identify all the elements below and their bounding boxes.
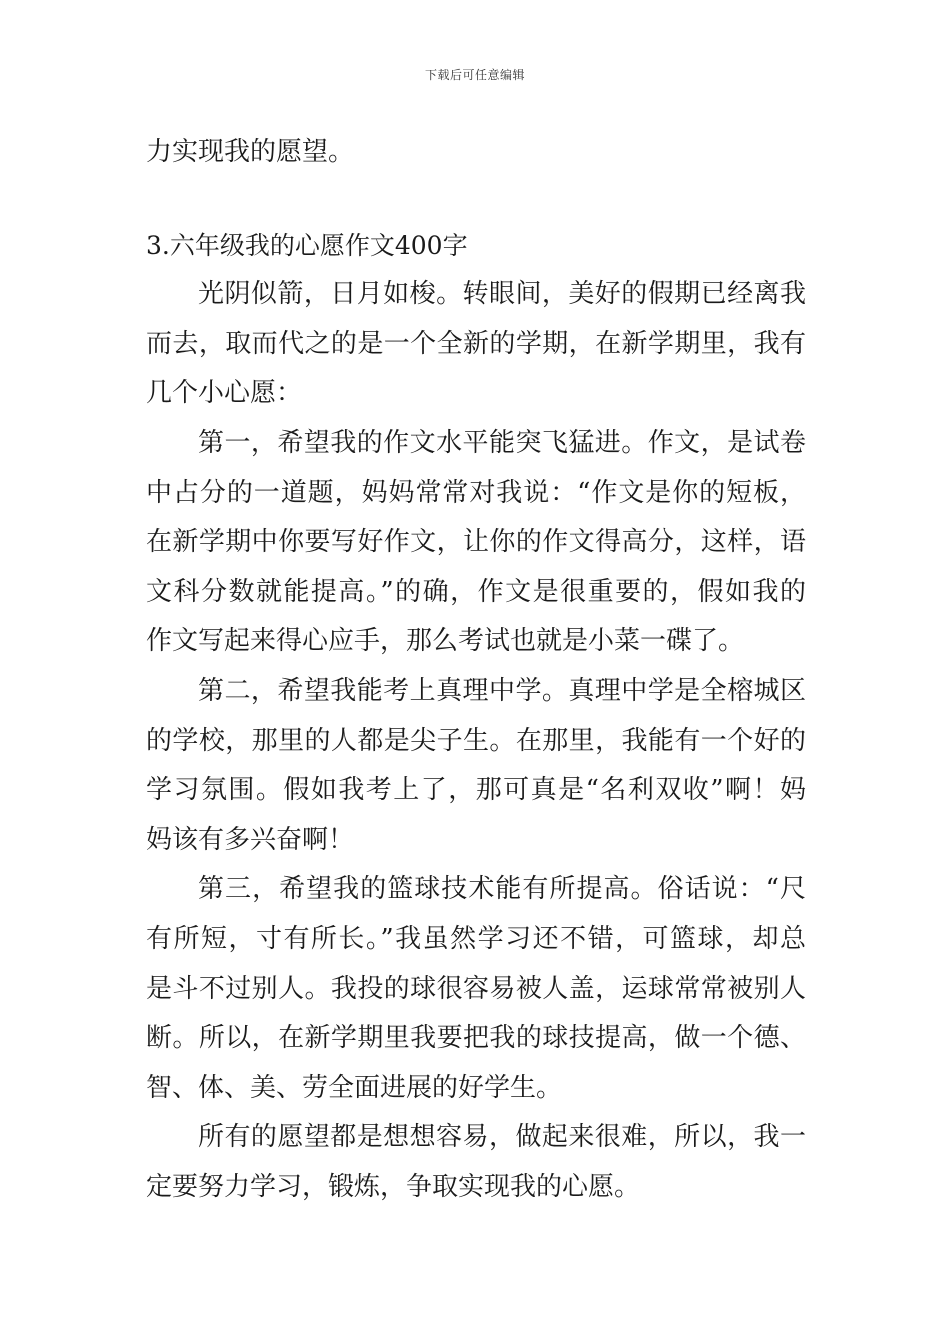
paragraph-line: 第三，希望我的篮球技术能有所提高。俗话说：“尺 (198, 874, 806, 905)
paragraph-line: 所有的愿望都是想想容易，做起来很难，所以，我一 (198, 1122, 806, 1153)
paragraph-line: 定要努力学习，锻炼，争取实现我的心愿。 (146, 1171, 641, 1202)
intro-line: 力实现我的愿望。 (146, 137, 355, 167)
page-header: 下载后可任意编辑 (424, 68, 525, 82)
paragraph-line: 而去，取而代之的是一个全新的学期，在新学期里，我有 (146, 328, 806, 359)
paragraph-line: 是斗不过别人。我投的球很容易被人盖，运球常常被别人 (146, 973, 806, 1004)
paragraph-1 (146, 270, 806, 419)
paragraph-line: 光阴似箭，日月如梭。转眼间，美好的假期已经离我 (198, 279, 806, 310)
paragraph-line: 有所短，寸有所长。”我虽然学习还不错，可篮球，却总 (146, 923, 806, 954)
paragraph-2 (146, 419, 806, 667)
document-body (146, 128, 806, 1212)
paragraph-line: 中占分的一道题，妈妈常常对我说：“作文是你的短板， (146, 477, 806, 508)
paragraph-line: 文科分数就能提高。”的确，作文是很重要的，假如我的 (146, 576, 806, 607)
paragraph-line: 在新学期中你要写好作文，让你的作文得高分，这样，语 (146, 527, 806, 558)
section-gap (146, 178, 806, 221)
paragraph-line: 智、体、美、劳全面进展的好学生。 (146, 1072, 563, 1103)
paragraph-line: 断。所以，在新学期里我要把我的球技提高，做一个德、 (146, 1023, 806, 1054)
paragraph-line: 第一，希望我的作文水平能突飞猛进。作文，是试卷 (198, 427, 806, 458)
paragraph-4 (146, 865, 806, 1113)
paragraph-line: 的学校，那里的人都是尖子生。在那里，我能有一个好的 (146, 725, 806, 756)
paragraph-5 (146, 1113, 806, 1212)
paragraph-line: 第二，希望我能考上真理中学。真理中学是全榕城区 (198, 675, 806, 706)
paragraph-3 (146, 667, 806, 865)
paragraph-line: 妈该有多兴奋啊！ (146, 824, 355, 855)
paragraph-line: 几个小心愿： (146, 378, 303, 409)
section-heading: 3.六年级我的心愿作文400字 (146, 230, 468, 260)
paragraph-line: 学习氛围。假如我考上了，那可真是“名利双收”啊！妈 (146, 775, 806, 806)
paragraph-line: 作文写起来得心应手，那么考试也就是小菜一碟了。 (146, 626, 745, 657)
